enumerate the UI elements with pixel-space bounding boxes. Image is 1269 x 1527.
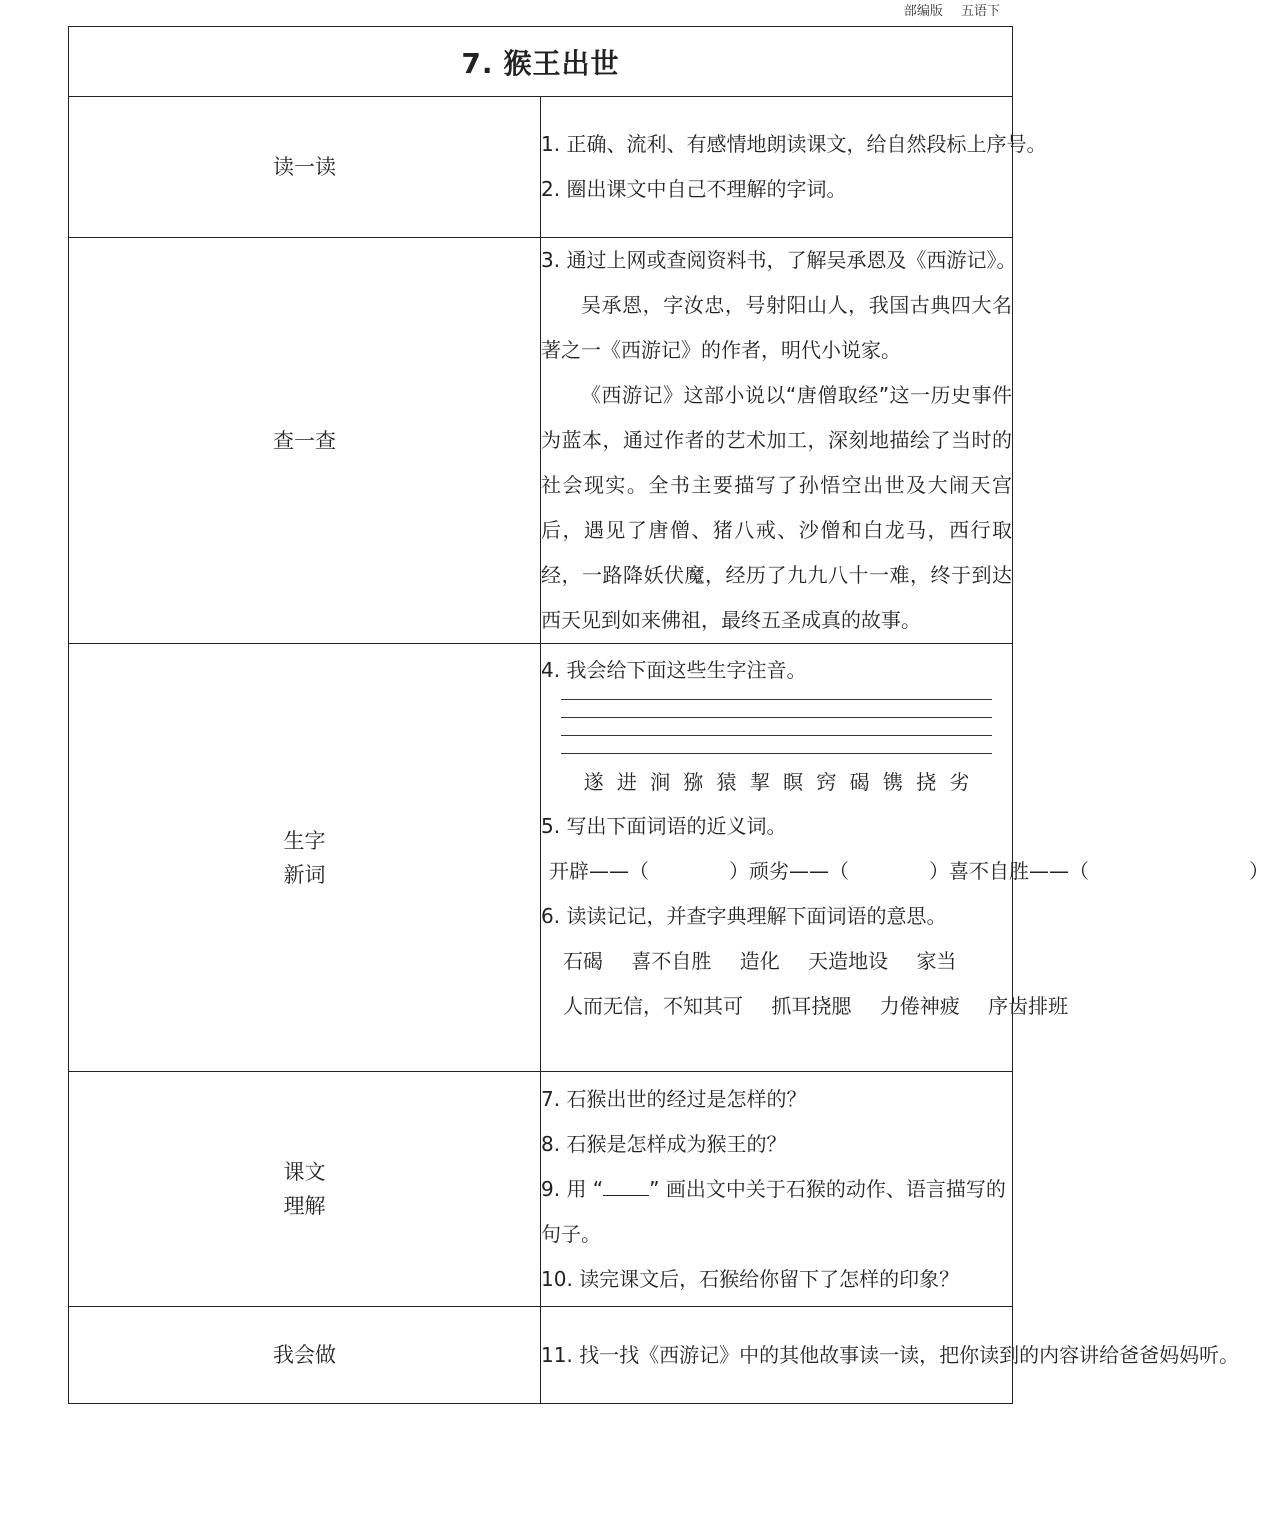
read-row bbox=[69, 97, 1013, 238]
read-content bbox=[541, 97, 1047, 238]
vocab-q4: 4. 我会给下面这些生字注音。 bbox=[541, 658, 807, 682]
do-content bbox=[541, 1307, 1240, 1404]
word-item: 力倦神疲 bbox=[879, 994, 960, 1018]
check-label: 查一查 bbox=[69, 238, 541, 644]
vocab-q6: 6. 读读记记，并查字典理解下面词语的意思。 bbox=[541, 904, 947, 928]
understand-q10: 10. 读完课文后，石猴给你留下了怎样的印象？ bbox=[541, 1266, 960, 1291]
char-item: 窍 bbox=[816, 770, 837, 794]
lesson-title bbox=[69, 27, 1013, 97]
vocab-q5: 5. 写出下面词语的近义词。 bbox=[541, 814, 787, 838]
vocab-content bbox=[541, 644, 1269, 1072]
grade-label: 五语下 bbox=[960, 4, 1000, 19]
understand-label-line-2: 理解 bbox=[283, 1194, 326, 1218]
char-item: 劣 bbox=[949, 770, 970, 794]
page-header bbox=[890, 0, 1000, 19]
understand-q9 bbox=[541, 1167, 1012, 1257]
pinyin-lines bbox=[561, 699, 992, 754]
char-item: 猿 bbox=[716, 770, 737, 794]
check-paragraph-1: 吴承恩，字汝忠，号射阳山人，我国古典四大名著之一《西游记》的作者，明代小说家。 bbox=[541, 293, 1012, 362]
char-item: 涧 bbox=[650, 770, 671, 794]
char-item: 猕 bbox=[683, 770, 704, 794]
words-row-2 bbox=[541, 984, 1069, 1029]
char-item: 挠 bbox=[916, 770, 937, 794]
pinyin-line-4 bbox=[561, 753, 992, 754]
understand-content bbox=[541, 1072, 1013, 1307]
word-item: 造化 bbox=[739, 949, 780, 973]
char-item: 进 bbox=[616, 770, 637, 794]
pinyin-line-3 bbox=[561, 735, 992, 736]
synonym-item-2: 顽劣——（ ） bbox=[749, 859, 949, 883]
do-label: 我会做 bbox=[69, 1307, 541, 1404]
word-item: 抓耳挠腮 bbox=[771, 994, 852, 1018]
understand-q8: 8. 石猴是怎样成为猴王的？ bbox=[541, 1131, 787, 1156]
word-item: 序齿排班 bbox=[988, 994, 1069, 1018]
check-paragraph-2: 《西游记》这部小说以“唐僧取经”这一历史事件为蓝本，通过作者的艺术加工，深刻地描绘了当时的社会现实。全书主要描写了孙悟空出世及大闹天宫后，遇见了唐僧、猪八戒、沙僧和白龙马，西行取经，一路降妖伏魔，经历了九九八十一难，终于到达西天见到如来佛祖，最终五圣成真的故事。 bbox=[541, 383, 1012, 632]
title-row bbox=[69, 27, 1013, 97]
pinyin-line-2 bbox=[561, 717, 992, 718]
pinyin-line-1 bbox=[561, 699, 992, 700]
do-q11: 11. 找一找《西游记》中的其他故事读一读，把你读到的内容讲给爸爸妈妈听。 bbox=[541, 1342, 1240, 1367]
char-item: 遂 bbox=[583, 770, 604, 794]
q9-text-after: ” 画出文中关于石猴的动作、语言描写的句子。 bbox=[541, 1176, 1006, 1246]
worksheet-table bbox=[68, 26, 1269, 1404]
check-content bbox=[541, 238, 1017, 644]
lesson-number: 7. bbox=[461, 46, 494, 80]
word-item: 家当 bbox=[916, 949, 957, 973]
words-row-1 bbox=[541, 939, 1012, 984]
read-item-1: 1. 正确、流利、有感情地朗读课文，给自然段标上序号。 bbox=[541, 132, 1047, 156]
word-item: 天造地设 bbox=[808, 949, 889, 973]
synonym-item-1: 开辟——（ ） bbox=[549, 859, 749, 883]
word-item: 人而无信，不知其可 bbox=[563, 994, 743, 1018]
char-item: 镌 bbox=[882, 770, 903, 794]
word-item: 石碣 bbox=[563, 949, 603, 973]
check-item-3: 3. 通过上网或查阅资料书，了解吴承恩及《西游记》。 bbox=[541, 248, 1017, 272]
read-label: 读一读 bbox=[69, 97, 541, 238]
do-row bbox=[69, 1307, 1013, 1404]
check-row bbox=[69, 238, 1013, 644]
understand-q7: 7. 石猴出世的经过是怎样的？ bbox=[541, 1086, 807, 1111]
vocab-row bbox=[69, 644, 1013, 1072]
understand-label-line-1: 课文 bbox=[283, 1160, 326, 1184]
understand-label bbox=[69, 1072, 541, 1307]
char-item: 碣 bbox=[849, 770, 870, 794]
word-item: 喜不自胜 bbox=[631, 949, 712, 973]
vocab-label-line-1: 生字 bbox=[283, 828, 326, 853]
char-item: 挈 bbox=[749, 770, 770, 794]
synonym-row bbox=[541, 849, 1269, 894]
underline-blank bbox=[603, 1175, 649, 1196]
read-item-2: 2. 圈出课文中自己不理解的字词。 bbox=[541, 177, 847, 201]
char-item: 瞑 bbox=[783, 770, 804, 794]
lesson-name: 猴王出世 bbox=[503, 46, 620, 80]
synonym-item-3: 喜不自胜——（ ） bbox=[949, 859, 1269, 883]
understand-row bbox=[69, 1072, 1013, 1307]
edition-label: 部编版 bbox=[903, 4, 943, 19]
vocab-label bbox=[69, 644, 541, 1072]
q9-text-before: 9. 用 “ bbox=[541, 1176, 604, 1201]
vocab-label-line-2: 新词 bbox=[283, 862, 326, 887]
new-characters bbox=[541, 760, 1012, 804]
